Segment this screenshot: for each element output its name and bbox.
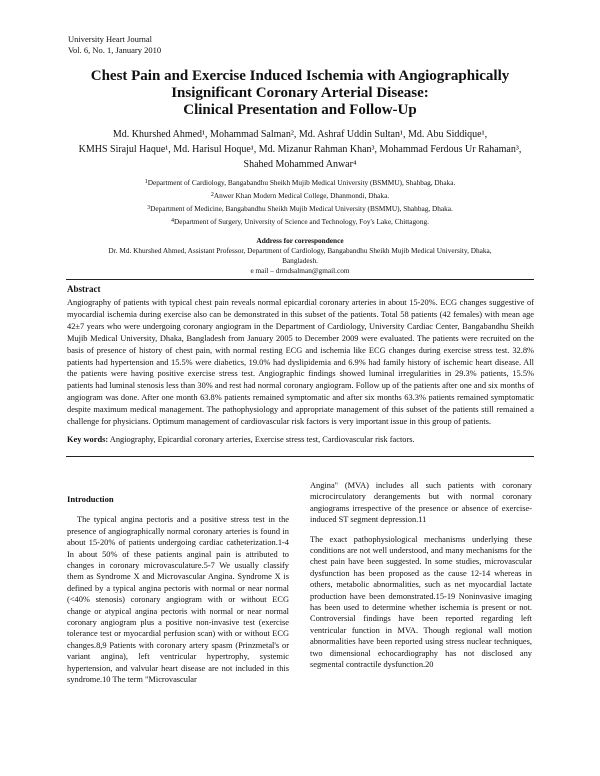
affiliation-text: Department of Medicine, Bangabandhu Sheikh Mujib Medical University (BSMMU), Shahbag, Dhaka. <box>150 204 453 213</box>
title-line-1: Chest Pain and Exercise Induced Ischemia with Angiographically <box>90 68 510 84</box>
abstract-text: Angiography of patients with typical chest pain reveals normal epicardial coronary arteries in about 15-20%. ECG changes suggestive of myocardial ischemia during exercise also can be demonstrated in this subset of the patients. Total 58 patients (42 females) with mean age 42±7 years who were undergoing coronary angiogram in the Department of Cardiology, University Cardiac Center, Bangabandhu Sheikh Mujib Medical University, Dhaka, Bangladesh from January 2005 to December 2009 were evaluated. The patients were recruited on the basis of presence of history of chest pain, with normal resting ECG and ischemia like ECG changes during exercise stress test. 32.8% patients had hypertension and 15.5% were diabetics, 19.0% had dyslipidemia and 6.9% had family history of ischemic heart disease. All the patients were having positive exercise stress test. Angiographic findings showed luminal irregularities in 29.3% patients, 15.5% patients had luminal stenosis less than 30% and rest had normal coronary angiogram. Follow up of the patients after one and six months of angiogram was done. After one month 63.8% patients remained symptomatic and after six months 63.3% patients remained symptomatic despite maximum medical management. The pathophysiology and appropriate management of this subset of the patients still remained a challenge for physicians. Optimum management of cardiovascular risk factors is very important issue in this group of patients. <box>67 298 534 427</box>
affiliation-2 <box>66 189 534 202</box>
introduction-heading: Introduction <box>67 494 114 504</box>
introduction-paragraph: The typical angina pectoris and a positive stress test in the presence of angiographically normal coronary arteries is found in about 15-20% of patients undergoing cardiac catheterization.1-4 In about 50% of these patients anginal pain is attributed to changes in coronary microvasculature.5-7 We usually classify them as Syndrome X and Microvascular Angina. Syndrome X is defined by a typical angina pectoris with normal or near normal (<40% stenosis) coronary angiogram with or without ECG change or atypical angina pectoris with normal or near normal coronary angiogram plus a positive non-invasive test (exercise tolerance test or myocardial perfusion scan) with or without ECG changes.8,9 Patients with coronary artery spasm (Prinzmetal's or variant angina), left ventricular hypertrophy, systemic hypertension, and valvular heart disease are not included in this syndrome.10 The term "Microvascular <box>67 515 289 685</box>
affiliation-text: Anwer Khan Modern Medical College, Dhanmondi, Dhaka. <box>213 191 390 200</box>
affiliation-number: 2 <box>210 192 214 198</box>
right-paragraph-2: The exact pathophysiological mechanisms underlying these conditions are not well understood, and many mechanisms for the chest pain have been suggested. In some studies, microvascular dysfunction has been proposed as the cause 12-14 whereas in others, metabolic abnormalities, such as net myocardial lactate production have been demonstrated.15-19 Noninvasive imaging has been used to determine whether ischemia is present or not. Controversial findings have been reported regarding left ventricular function in MVA. Though regional wall motion abnormalities have been reported using stress nuclear techniques, two dimensional echocardiography has not disclosed any segmental contractile dysfunction.20 <box>310 534 532 670</box>
correspondence-email[interactable]: e mail – drmdsalman@gmail.com <box>250 266 350 275</box>
journal-issue: Vol. 6, No. 1, January 2010 <box>68 45 162 55</box>
authors-line-1: Md. Khurshed Ahmed¹, Mohammad Salman², Md. Ashraf Uddin Sultan¹, Md. Abu Siddique¹, <box>112 129 488 140</box>
affiliation-text: Department of Cardiology, Bangabandhu Sheikh Mujib Medical University (BSMMU), Shahbag, Dhaka. <box>147 178 456 187</box>
affiliation-4 <box>66 215 534 228</box>
affiliation-1 <box>66 176 534 189</box>
authors-line-3: Shahed Mohammed Anwar⁴ <box>243 159 357 170</box>
authors-line-2: KMHS Sirajul Haque¹, Md. Harisul Hoque¹, Md. Mizanur Rahman Khan³, Mohammad Ferdous Ur Rahaman³, <box>78 144 522 155</box>
title-line-3: Clinical Presentation and Follow-Up <box>183 102 417 118</box>
correspondence-line-1: Dr. Md. Khurshed Ahmed, Assistant Professor, Department of Cardiology, Bangabandhu Sheikh Mujib Medical University, Dhaka, <box>108 246 492 255</box>
correspondence-line-2: Bangladesh. <box>282 256 318 265</box>
affiliation-number: 1 <box>144 179 148 185</box>
right-paragraph-1: Angina" (MVA) includes all such patients with coronary microcirculatory derangements but with normal coronary angiograms irrespective of the presence or absence of exercise- induced ST segment depression.11 <box>310 481 532 525</box>
abstract-heading: Abstract <box>67 284 101 294</box>
keywords-label: Key words: <box>67 435 109 444</box>
keywords <box>67 434 534 445</box>
abstract-top-rule <box>66 279 534 280</box>
journal-name: University Heart Journal <box>68 34 153 44</box>
affiliation-number: 4 <box>171 218 175 224</box>
correspondence <box>66 236 534 276</box>
correspondence-heading: Address for correspondence <box>256 236 344 245</box>
paper-title <box>70 68 530 119</box>
keywords-text: Angiography, Epicardial coronary arteries, Exercise stress test, Cardiovascular risk factors. <box>108 435 415 444</box>
title-line-2: Insignificant Coronary Arterial Disease: <box>171 85 429 101</box>
affiliations <box>66 176 534 228</box>
journal-header <box>68 34 161 56</box>
affiliation-text: Department of Surgery, University of Science and Technology, Foy's Lake, Chittagong. <box>174 217 429 226</box>
affiliation-3 <box>66 202 534 215</box>
right-column <box>310 480 532 671</box>
abstract-bottom-rule <box>66 456 534 457</box>
affiliation-number: 3 <box>147 205 151 211</box>
author-list <box>66 127 534 172</box>
left-column <box>67 494 289 686</box>
